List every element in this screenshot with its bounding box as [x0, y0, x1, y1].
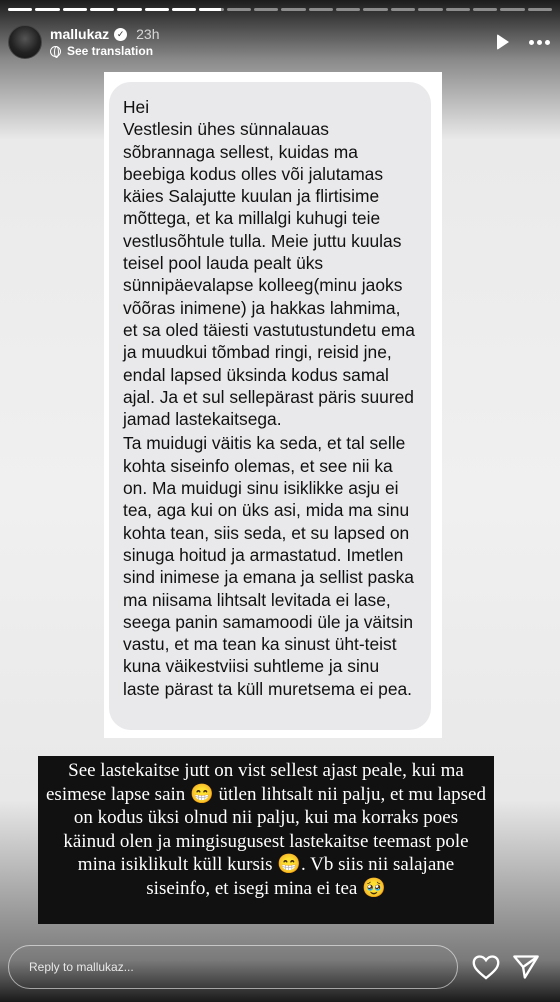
progress-segment [418, 8, 442, 11]
progress-segment [199, 8, 223, 11]
progress-segment [528, 8, 552, 11]
progress-segment [8, 8, 32, 11]
verified-badge-icon: ✓ [114, 28, 127, 41]
progress-segment [281, 8, 305, 11]
reply-input[interactable] [29, 960, 457, 974]
username[interactable]: mallukaz [50, 26, 110, 42]
story-progress-bar [8, 8, 552, 11]
progress-segment [90, 8, 114, 11]
progress-segment [35, 8, 59, 11]
progress-segment [254, 8, 278, 11]
message-paragraph: Ta muidugi väitis ka seda, et tal selle kohta siseinfo olemas, et see nii ka on. Ma muidugi sinu isiklikke asju ei tea, aga kui on üks asi, mida ma sinu kohta tean, siis seda, et su lapsed on sinuga hoitud ja armastatud. Imetlen sind inimese ja emana ja sellist paska ma niisama lihtsalt levitada ei lase, seega panin samamoodi üle ja väitsin vastu, et ma tean ka sinust üht-teist kuna väikestviisi suhtleme ja sinu laste pärast ta küll muretsema ei pea. [123, 433, 414, 699]
globe-icon [50, 46, 61, 57]
send-icon[interactable] [512, 954, 540, 980]
message-screenshot [104, 72, 442, 738]
message-paragraph: Hei Vestlesin ühes sünnalauas sõbrannaga sellest, kuidas ma beebiga kodus olles või jalutamas käies Salajutte kuulan ja flirtisime mõttega, et ka millalgi kuhugi teie vestlusõhtule tulla. Meie juttu kuulas teisel pool lauda pealt üks sünnipäevalapse kolleeg(minu jaoks võõras inimene) ja hakkas lahmima, et sa oled täiesti vastutustundetu ema ja muudkui tõmbad ringi, reisid jne, endal lapsed üksinda kodus samal ajal. Ja et sul sellepärast päris suured jamad lastekaitsega. [123, 97, 415, 430]
user-info [50, 26, 160, 58]
play-icon[interactable] [497, 34, 509, 50]
progress-segment [500, 8, 524, 11]
progress-segment [309, 8, 333, 11]
message-bubble [109, 82, 431, 730]
story-caption: See lastekaitse jutt on vist sellest ajast peale, kui ma esimese lapse sain 😁 ütlen lihtsalt nii palju, et mu lapsed on kodus üksi olnud nii palju, kui ma korraks poes käinud olen ja mingisugusest lastekaitse teemast pole mina isiklikult küll kursis 😁. Vb siis nii salajane siseinfo, et isegi mina ei tea 🥹 [38, 756, 494, 924]
see-translation-label: See translation [67, 44, 154, 58]
progress-segment [391, 8, 415, 11]
see-translation-link[interactable] [50, 44, 160, 58]
post-time: 23h [136, 26, 160, 42]
progress-segment [145, 8, 169, 11]
story-header [8, 22, 550, 62]
progress-segment [227, 8, 251, 11]
progress-segment [172, 8, 196, 11]
progress-segment [363, 8, 387, 11]
progress-segment [117, 8, 141, 11]
heart-icon[interactable] [472, 954, 500, 980]
avatar[interactable] [8, 25, 42, 59]
progress-segment [473, 8, 497, 11]
reply-bar[interactable] [8, 945, 458, 989]
progress-segment [446, 8, 470, 11]
more-options-icon[interactable] [529, 40, 550, 45]
progress-segment [336, 8, 360, 11]
progress-segment [63, 8, 87, 11]
